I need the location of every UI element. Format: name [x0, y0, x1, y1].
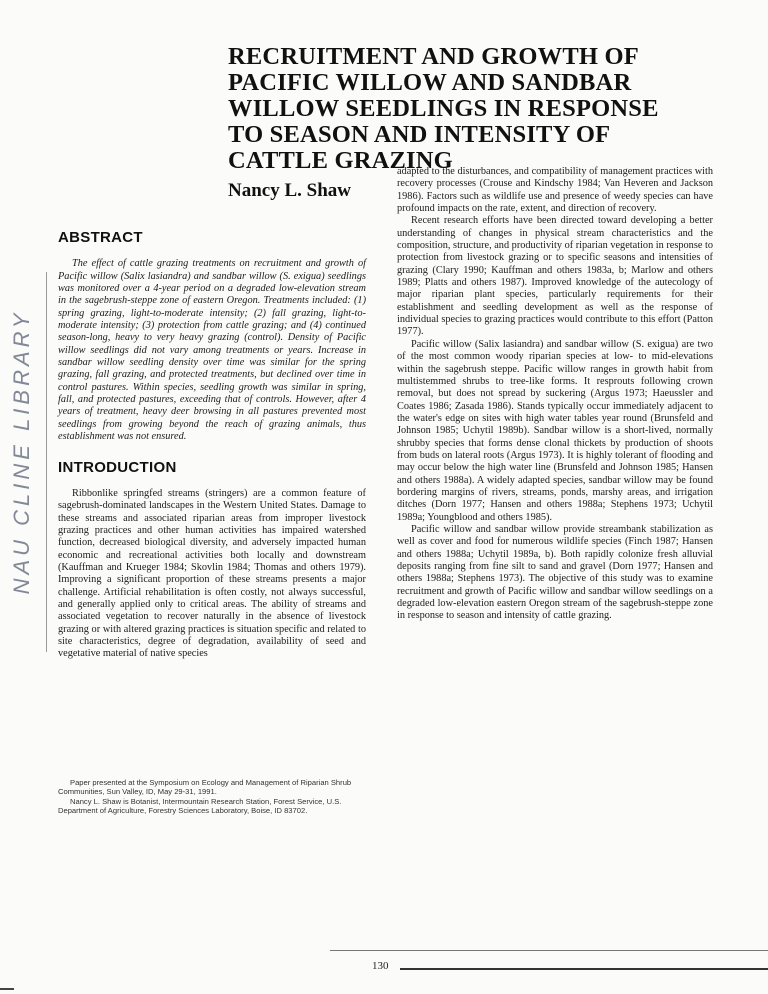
title-line-4: TO SEASON AND INTENSITY OF — [228, 121, 611, 148]
right-paragraph-1: adapted to the disturbances, and compatibility of management practices with recovery processes (Crouse and Kindschy 1984; Van Heveren and Jackson 1986). Factors such as wildlife use and presence of weedy species can have profound impacts on the rate, extent, and direction of recovery. — [397, 166, 713, 215]
footnote — [58, 778, 358, 816]
abstract-text: The effect of cattle grazing treatments on recruitment and growth of Pacific willow (Salix lasiandra) and sandbar willow (S. exigua) seedlings was monitored over a 4-year period on a degraded low-elevation stream in the sagebrush-steppe zone of eastern Oregon. Treatments included: (1) spring grazing, light-to-moderate intensity; (2) fall grazing, light-to-moderate intensity; (3) protection from cattle grazing; and (4) continued season-long, heavy to very heavy grazing (control). Density of Pacific willow seedlings did not vary among treatments or years. Increase in sandbar willow seedling density over time was similar for the spring grazing, fall grazing, and protected treatments, but declined over time in control pastures. Within species, seedling growth was similar in spring, fall, and protected pastures, exceeding that of controls. However, after 4 years of treatment, heavy deer browsing in all pastures prevented most seedlings from growing beyond the reach of grazing animals, thus establishment was not ensured. — [58, 258, 366, 443]
title-line-3: WILLOW SEEDLINGS IN RESPONSE — [228, 95, 659, 122]
abstract-heading: ABSTRACT — [58, 229, 143, 246]
right-paragraph-3: Pacific willow (Salix lasiandra) and sandbar willow (S. exigua) are two of the most common woody riparian species at low- to mid-elevations within the sagebrush steppe. Pacific willow ranges in growth habit from multistemmed shrubs to tree-like forms. It resprouts following crown removal, but does not spread by suckering (Argus 1973; Haeussler and Coates 1986; Zasada 1986). Stands typically occur immediately adjacent to the water's edge on sites with high water tables year round (Brunsfeld and Johnson 1985; Uchytil 1989b). Sandbar willow is a short-lived, normally shrubby species that forms dense clonal thickets by production of shoots from buds on lateral roots (Argus 1973). It is highly tolerant of flooding and may occur below the high water line (Brunsfeld and Johnson 1985; Hansen and others 1988a). A widely adapted species, sandbar willow may be found bordering margins of rivers, streams, ponds, marshy areas, and irrigation ditches (Dorn 1977; Hansen and others 1988a; Stephens 1973; Uchytil 1989a; Youngblood and others 1985). — [397, 338, 713, 523]
bottom-rule — [400, 968, 768, 970]
right-paragraph-2: Recent research efforts have been directed toward developing a better understanding of changes in physical stream characteristics and the composition, structure, and productivity of riparian vegetation in response to protection from livestock grazing or to specific seasons and intensities of grazing (Clary 1990; Kauffman and others 1983a, b; Marlow and others 1989; Platts and others 1987). Improved knowledge of the autecology of major riparian plant species, particularly requirements for their establishment and seedling development as well as the response of individual species to grazing practices would contribute to this effort (Patton 1977). — [397, 215, 713, 338]
footnote-author: Nancy L. Shaw is Botanist, Intermountain Research Station, Forest Service, U.S. Department of Agriculture, Forestry Sciences Laboratory, Boise, ID 83702. — [58, 796, 342, 816]
title-line-1: RECRUITMENT AND GROWTH OF — [228, 43, 639, 70]
author-name: Nancy L. Shaw — [228, 180, 351, 201]
title-line-5: CATTLE GRAZING — [228, 147, 453, 174]
right-column — [397, 166, 713, 623]
introduction-heading: INTRODUCTION — [58, 458, 177, 476]
corner-mark — [0, 988, 14, 990]
bottom-rule-thin — [330, 950, 768, 951]
right-paragraph-4: Pacific willow and sandbar willow provide streambank stabilization as well as cover and food for numerous wildlife species (Finch 1987; Hansen and others 1988a; Uchytil 1989a, b). Both rapidly colonize fresh alluvial deposits ranging from fine silt to sand and gravel (Dorn 1977; Hansen and others 1988a; Stephens 1973). The objective of this study was to examine recruitment and growth of Pacific willow and sandbar willow seedlings on a degraded low-elevation eastern Oregon stream of the sagebrush-steppe zone in response to season and intensity of cattle grazing. — [397, 523, 713, 622]
paper-title — [228, 44, 748, 174]
footnote-symposium: Paper presented at the Symposium on Ecology and Management of Riparian Shrub Communities, Sun Valley, ID, May 29-31, 1991. — [58, 778, 352, 797]
introduction-text: Ribbonlike springfed streams (stringers) are a common feature of sagebrush-dominated landscapes in the Western United States. Damage to these streams and associated riparian areas from improper livestock grazing practices and other human activities has impaired watershed function, decreased biological diversity, and adversely impacted human economic and recreational activities both locally and downstream (Kauffman and Krueger 1984; Skovlin 1984; Thomas and others 1979). Improving a significant proportion of these streams presents a major challenge. Artificial rehabilitation is often costly, not always successful, and generally applied only to critical areas. The ability of streams and associated vegetation to recover naturally in the absence of livestock grazing or with altered grazing practices is situation specific and related to site characteristics, degree of degradation, availability of seed and vegetative material of native species — [58, 487, 366, 660]
library-stamp: NAU CLINE LIBRARY — [9, 309, 34, 595]
page-number: 130 — [372, 960, 389, 972]
left-column — [58, 229, 366, 661]
title-line-2: PACIFIC WILLOW AND SANDBAR — [228, 69, 632, 96]
